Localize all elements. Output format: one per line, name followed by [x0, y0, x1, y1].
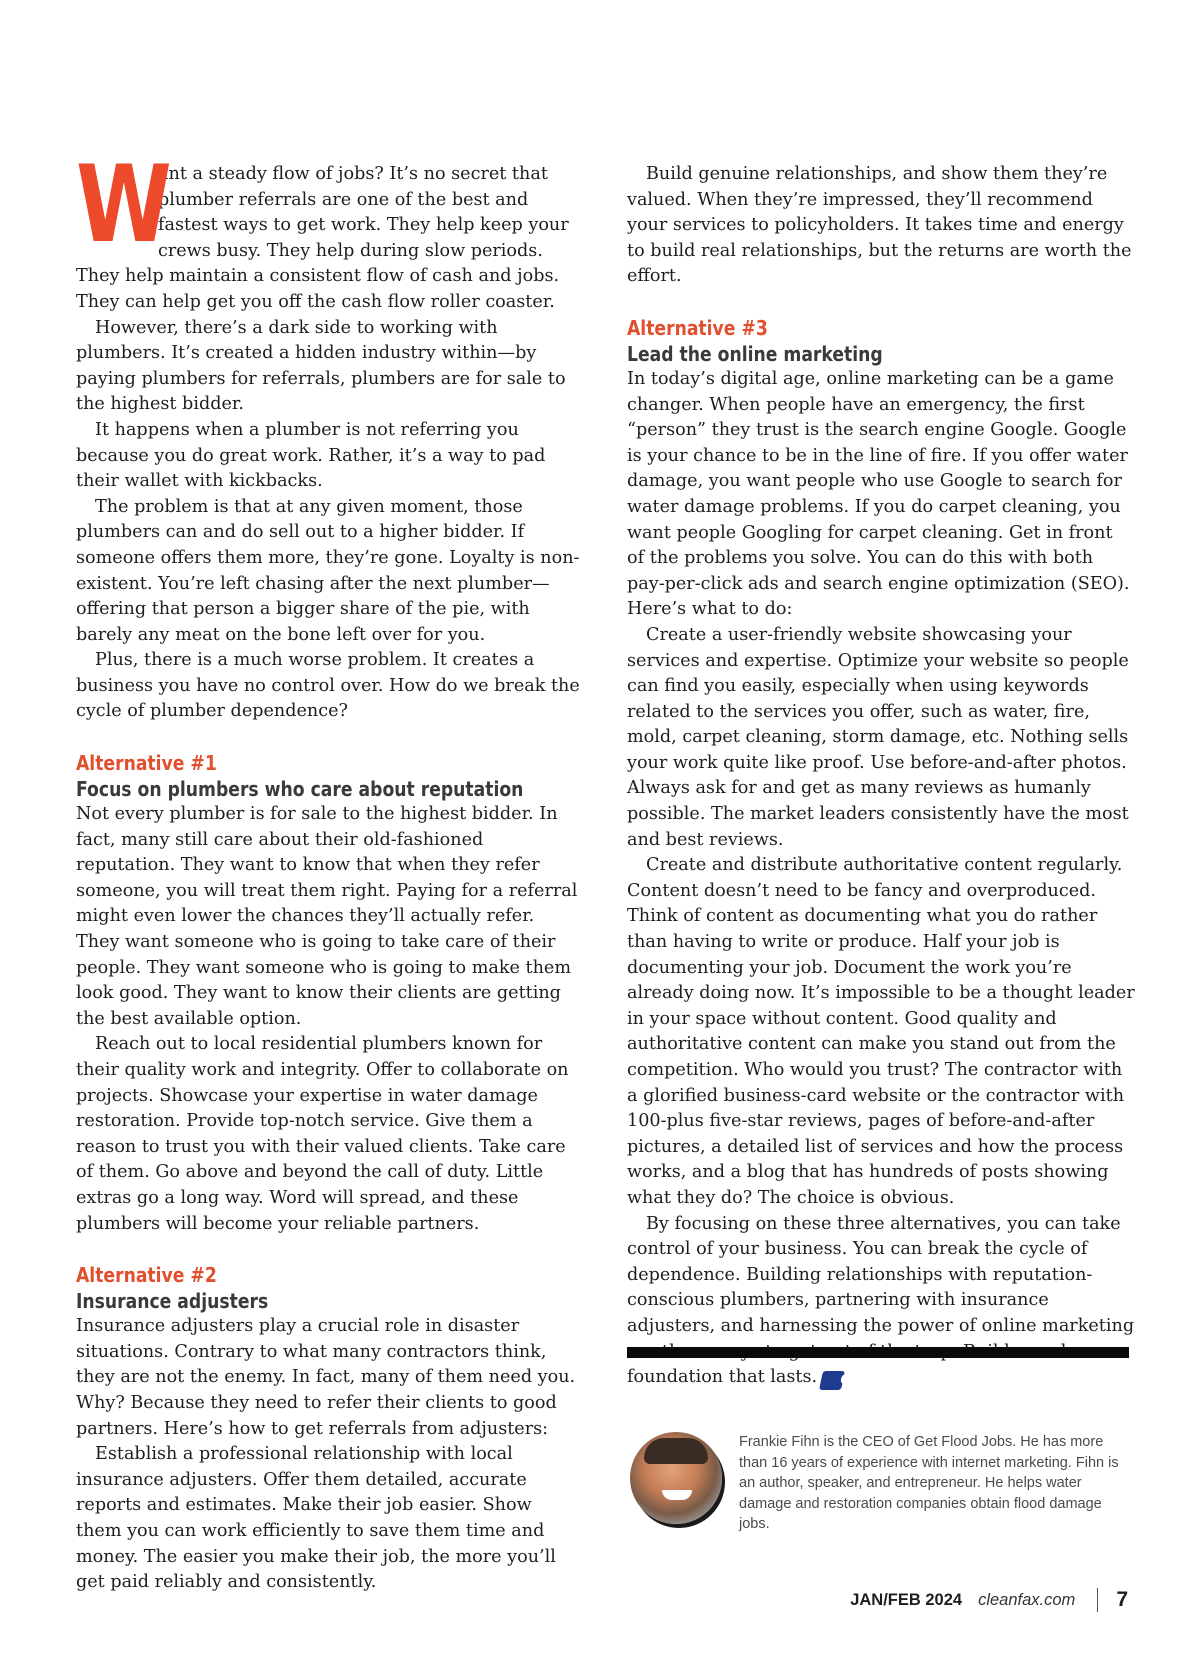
footer-divider	[1097, 1588, 1098, 1612]
page-number: 7	[1116, 1588, 1128, 1611]
intro-paragraph: However, there’s a dark side to working with plumbers. It’s created a hidden industry within—by paying plumbers for referrals, plumbers are for sale to the highest bidder.	[76, 317, 566, 415]
intro-paragraph: ant a steady flow of jobs? It’s no secret that plumber referrals are one of the best and fastest ways to get work. They help keep your crews busy. They help during slow periods. They help maintain a consistent flow of cash and jobs. They can help get you off the cash flow roller coaster.	[76, 164, 569, 312]
section-title: Focus on plumbers who care about reputation	[76, 777, 524, 802]
cleanfax-logo-icon: C	[819, 1371, 845, 1390]
section-heading-alt3	[627, 315, 1135, 367]
closing-text: By focusing on these three alternatives, you can take control of your business. You can break the cycle of dependence. Building relationships with reputation-conscious plumbers, partnering with insurance adjusters, and harnessing the power of online marketing foundation that lasts.	[627, 1213, 1135, 1388]
section-heading-alt2	[76, 1262, 581, 1314]
issue-date: JAN/FEB 2024	[850, 1590, 963, 1609]
avatar-hair	[644, 1438, 708, 1464]
article-column-left	[76, 143, 581, 1596]
body-paragraph: Create a user-friendly website showcasing your services and expertise. Optimize your website so people can find you easily, especially when using keywords related to the services you offer, such as water, fire, mold, carpet cleaning, storm damage, etc. Nothing sells your work quite like proof. Use before-and-after photos. Always ask for and get as many reviews as humanly possible. The market leaders consistently have the most and best reviews.	[627, 624, 1129, 850]
section-label: Alternative #3	[627, 315, 768, 340]
author-avatar	[630, 1432, 722, 1524]
body-paragraph: Build genuine relationships, and show them they’re valued. When they’re impressed, they’ll recommend your services to policyholders. It takes time and energy to build real relationships, but the returns are worth the effort.	[627, 164, 1132, 287]
section-heading-alt1	[76, 750, 581, 802]
body-paragraph: Reach out to local residential plumbers known for their quality work and integrity. Offer to collaborate on projects. Showcase your expertise in water damage restoration. Provide top-notch service. Give them a reason to trust you with their valued clients. Take care of them. Go above and beyond the call of duty. Little extras go a long way. Word will spread, and these plumbers will become your reliable partners.	[76, 1034, 569, 1234]
site-url: cleanfax.com	[978, 1590, 1076, 1609]
body-paragraph: Insurance adjusters play a crucial role in disaster situations. Contrary to what many contractors think, they are not the enemy. In fact, many of them need you. Why? Because they need to refer their clients to good partners. Here’s how to get referrals from adjusters:	[76, 1316, 576, 1439]
divider-rule	[627, 1347, 1129, 1358]
article-column-right	[627, 162, 1135, 1391]
body-paragraph: Create and distribute authoritative content regularly. Content doesn’t need to be fancy and overproduced. Think of content as documenting what you do rather than having to write or produce. Half your job is documenting your job. Document the work you’re already doing now. It’s impossible to be a thought leader in your space without content. Good quality and authoritative content can make you stand out from the competition. Who would you trust? The contractor with a glorified business-card website or the contractor with 100-plus five-star reviews, pages of before-and-after pictures, a detailed list of services and how the process works, and a blog that has hundreds of posts showing what they do? The choice is obvious.	[627, 855, 1135, 1208]
avatar-smile	[662, 1490, 692, 1500]
section-title: Insurance adjusters	[76, 1289, 269, 1314]
drop-cap: W	[76, 143, 172, 266]
section-title: Lead the online marketing	[627, 341, 883, 366]
author-bio: Frankie Fihn is the CEO of Get Flood Jobs. He has more than 16 years of experience with internet marketing. Fihn is an author, speaker, and entrepreneur. He helps water damage and restoration companies obtain flood damage jobs.	[739, 1434, 1119, 1532]
section-label: Alternative #2	[76, 1263, 217, 1288]
body-paragraph: Establish a professional relationship with local insurance adjusters. Offer them detailed, accurate reports and estimates. Make their job easier. Show them you can work efficiently to save them time and money. The easier you make their job, the more you’ll get paid reliably and consistently.	[76, 1444, 556, 1593]
page-footer	[850, 1588, 1128, 1612]
section-label: Alternative #1	[76, 751, 217, 776]
intro-paragraph: The problem is that at any given moment, those plumbers can and do sell out to a higher bidder. If someone offers them more, they’re gone. Loyalty is non-existent. You’re left chasing after the next plumber—offering that person a bigger share of the pie, with barely any meat on the bone left over for you.	[76, 496, 580, 645]
body-paragraph: Not every plumber is for sale to the highest bidder. In fact, many still care about their old-fashioned reputation. They want to know that when they refer someone, you will treat them right. Paying for a referral might even lower the chances they’ll actually refer. They want someone who is going to take care of their people. They want someone who is going to make them look good. They want to know their clients are getting the best available option.	[76, 804, 578, 1029]
intro-paragraph: It happens when a plumber is not referring you because you do great work. Rather, it’s a way to pad their wallet with kickbacks.	[76, 419, 546, 492]
body-paragraph: In today’s digital age, online marketing can be a game changer. When people have an emergency, the first “person” they trust is the search engine Google. Google is your chance to be in the line of fire. If you offer water damage, you want people who use Google to search for water damage problems. If you do carpet cleaning, you want people Googling for carpet cleaning. Get in front of the problems you solve. You can do this with both pay-per-click ads and search engine optimization (SEO). Here’s what to do:	[627, 368, 1130, 620]
body-paragraph	[627, 1212, 1135, 1391]
intro-paragraph: Plus, there is a much worse problem. It creates a business you have no control over. How do we break the cycle of plumber dependence?	[76, 650, 580, 722]
